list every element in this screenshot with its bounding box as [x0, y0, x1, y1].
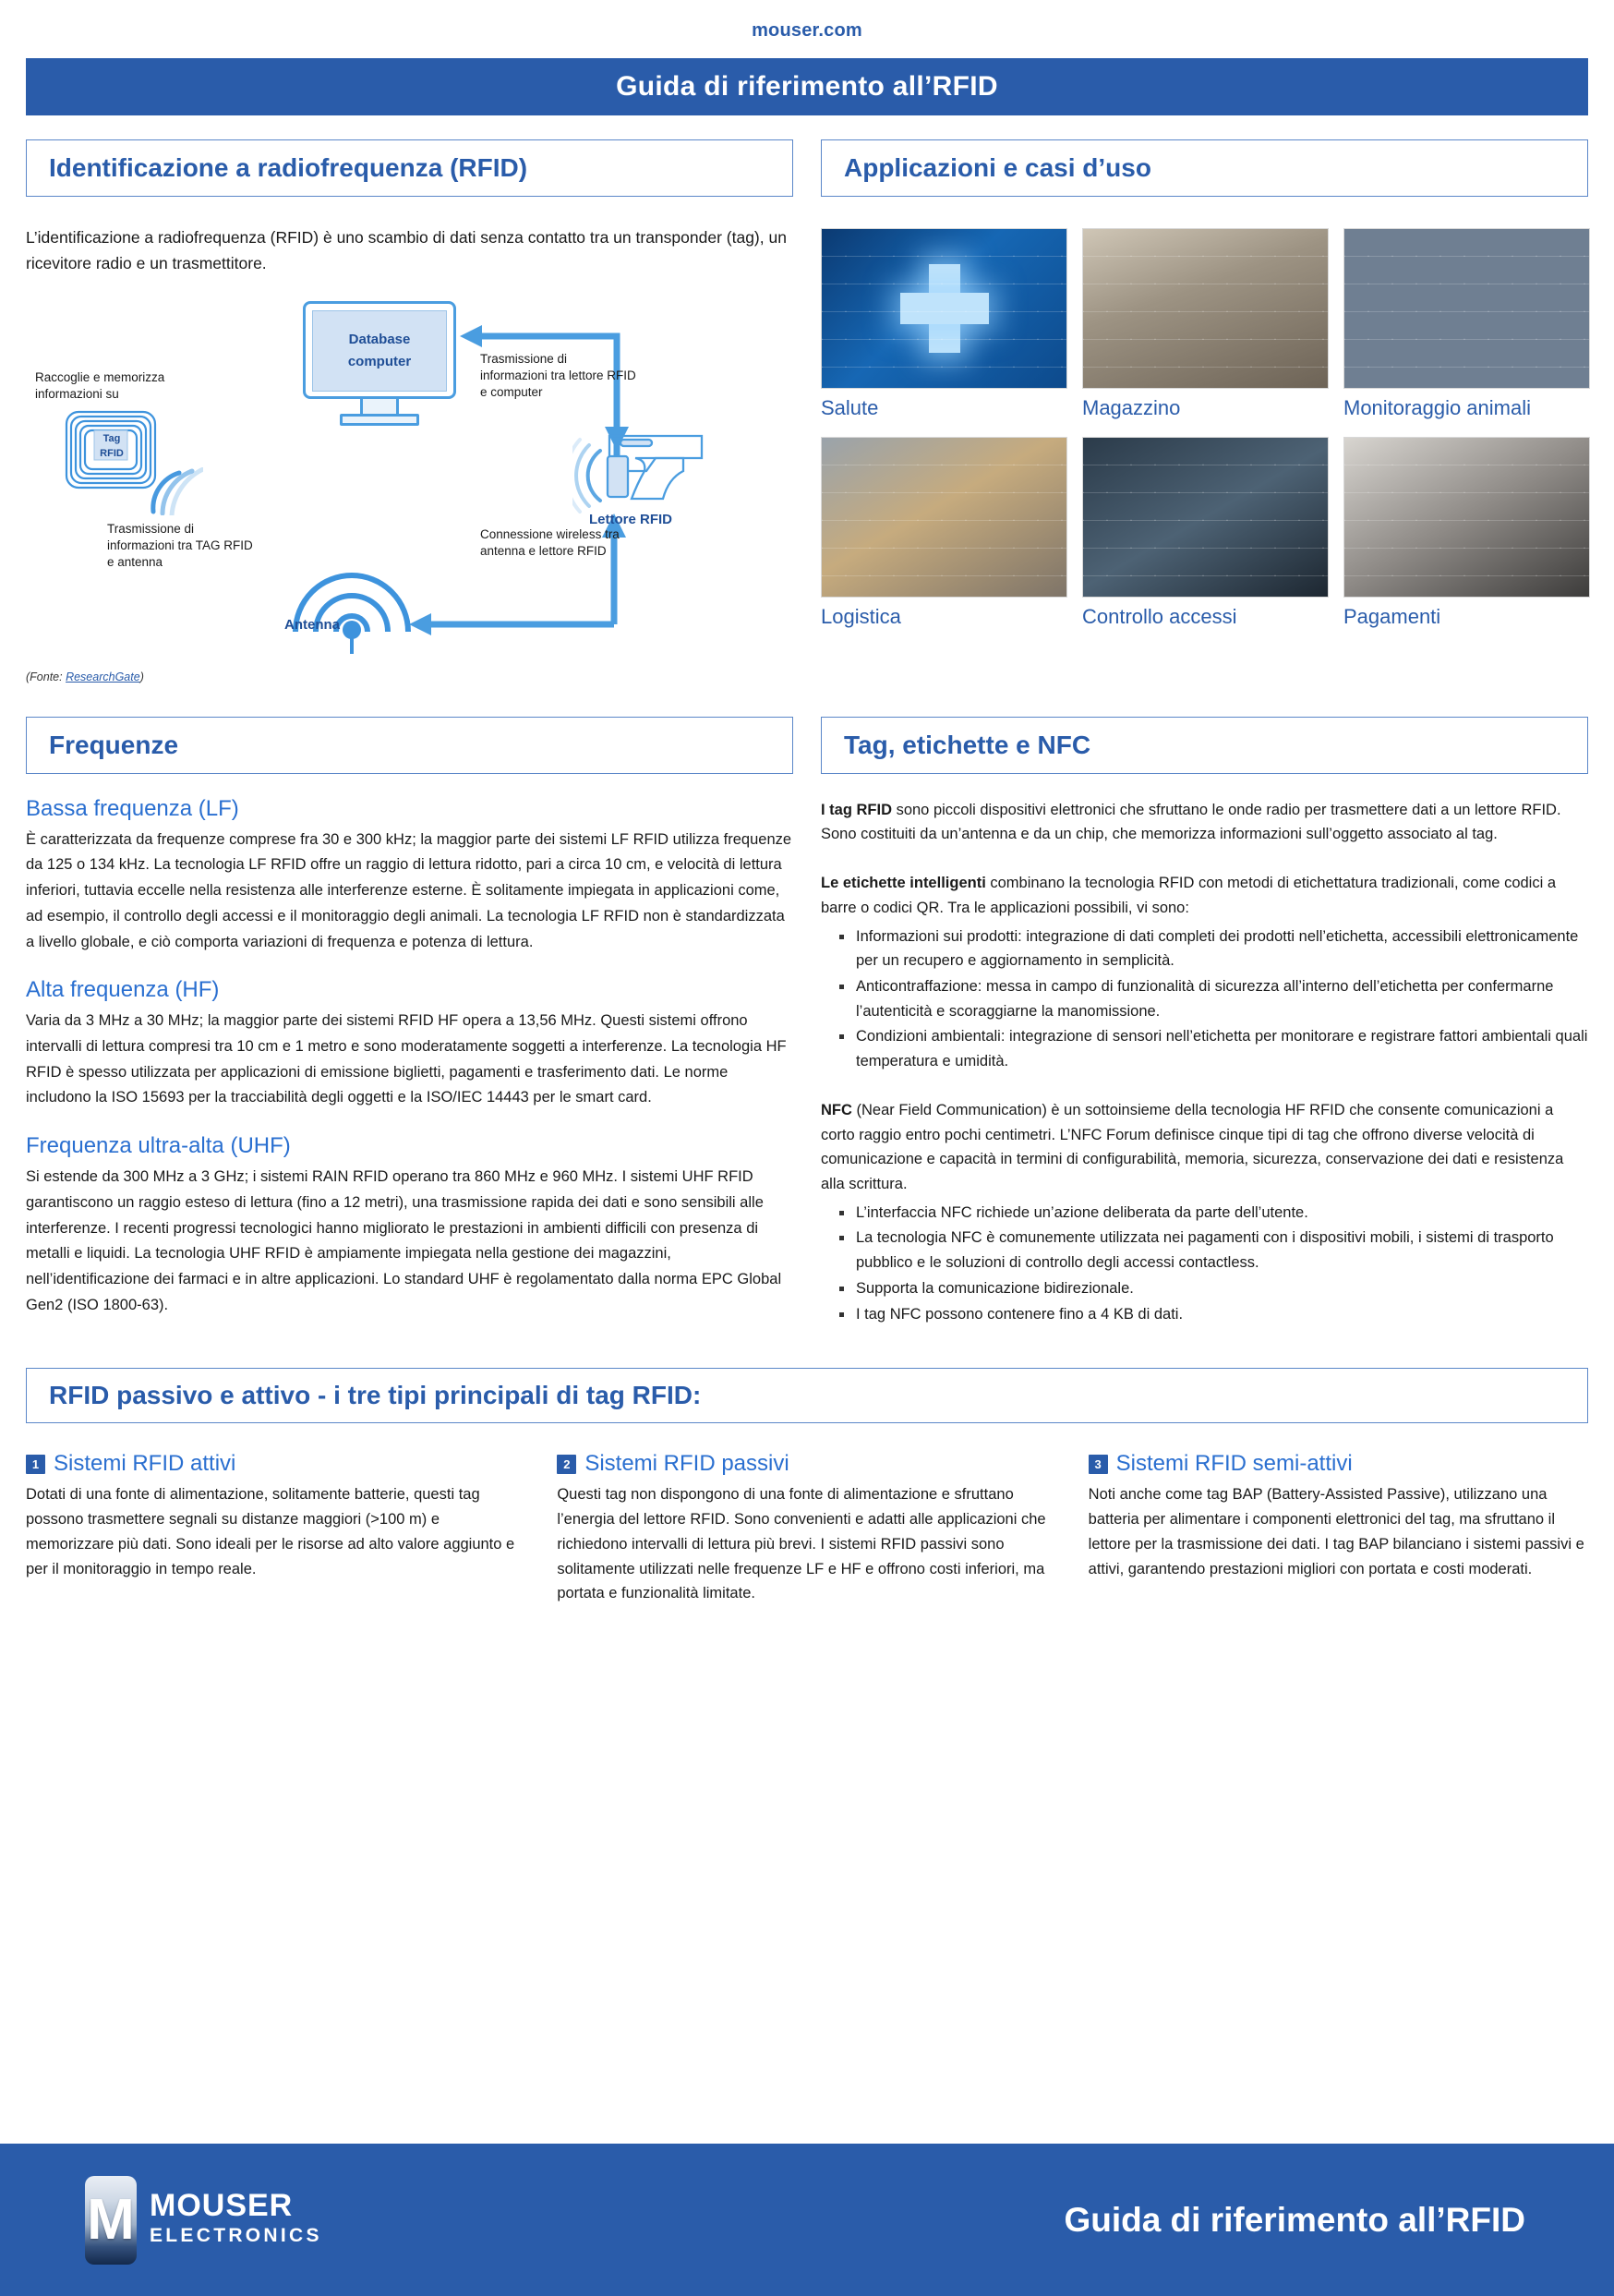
rfid-section-header: [26, 139, 793, 197]
footer-title: Guida di riferimento all’RFID: [1064, 2200, 1525, 2239]
nfc-paragraph-rest: (Near Field Communication) è un sottoinsieme della tecnologia HF RFID che consente comunicazioni a corto raggio entro pochi centimetri. L’NFC Forum definisce cinque tipi di tag che offrono diverse velocità di comunicazione e capacità in termini di configurabilità, memoria, sicurezza, conservazione dei dati e resistenza alla scrittura.: [821, 1101, 1564, 1193]
frequency-group-body-lf: È caratterizzata da frequenze comprese fra 30 e 300 kHz; la maggior parte dei sistemi LF RFID utilizza frequenze da 125 o 134 kHz. La tecnologia LF RFID offre un raggio di lettura ridotto, pari a circa 10 cm, e velocità di lettura inferiori, tuttavia eccelle nella resistenza alle interferenze esterne. È solitamente impiegata in applicazioni come, ad esempio, il controllo degli accessi e il monitoraggio degli animali. La tecnologia LF RFID non è standardizzata a livello globale, e ciò comporta variazioni di frequenza e potenza di lettura.: [26, 830, 792, 950]
label-wireless-connection: Connessione wireless tra antenna e lettore RFID: [480, 526, 620, 558]
smart-label-bullets: [821, 924, 1588, 1074]
mouser-logo-line2: ELECTRONICS: [150, 2224, 322, 2246]
tag-type-title: Sistemi RFID semi-attivi: [1115, 1451, 1353, 1477]
application-card: [1082, 437, 1327, 629]
mesh-overlay: [1083, 229, 1328, 388]
tag-types-columns: [26, 1451, 1588, 1606]
tags-paragraph-2-rest: combinano la tecnologia RFID con metodi di etichettatura tradizionali, come codici a barre o codici QR. Tra le applicazioni possibili, vi sono:: [821, 875, 1557, 916]
tag-type-heading: [1089, 1451, 1588, 1477]
handheld-reader-icon: [572, 430, 711, 523]
applications-section-title: Applicazioni e casi d’uso: [844, 153, 1151, 182]
page-title-bar: [26, 58, 1588, 115]
list-item: I tag NFC possono contenere fino a 4 KB di dati.: [839, 1302, 1588, 1327]
page-footer: [0, 2144, 1614, 2296]
tag-label-line1: Tag: [102, 432, 121, 444]
database-label-line1: Database: [348, 332, 411, 348]
tag-type-body: Dotati di una fonte di alimentazione, solitamente batterie, questi tag possono trasmettere segnali su distanze maggiori (>100 m) e memorizzare più dati. Sono ideali per le risorse ad alto valore aggiunto e per il monitoraggio in tempo reale.: [26, 1486, 515, 1577]
rfid-intro-column: [26, 139, 793, 683]
list-item: Condizioni ambientali: integrazione di sensori nell’etichetta per monitorare e registrare fattori ambientali quali temperatura e umidità.: [839, 1024, 1588, 1073]
application-caption: Magazzino: [1082, 396, 1181, 419]
list-item: Anticontraffazione: messa in campo di funzionalità di sicurezza all’interno dell’etichetta per confermarne l’autenticità e scoraggiarne la manomissione.: [839, 974, 1588, 1023]
site-url: mouser.com: [752, 20, 862, 41]
application-caption: Pagamenti: [1343, 605, 1441, 628]
application-card: [1343, 437, 1588, 629]
mesh-overlay: [822, 438, 1066, 597]
tag-type-heading: [26, 1451, 525, 1477]
application-caption: Monitoraggio animali: [1343, 396, 1531, 419]
tag-type-title: Sistemi RFID attivi: [54, 1451, 236, 1477]
tags-nfc-column: [821, 717, 1588, 1328]
mesh-overlay: [1344, 229, 1589, 388]
tag-types-section: [26, 1368, 1588, 1606]
tags-paragraph-2: [821, 871, 1588, 920]
tag-types-section-title: RFID passivo e attivo - i tre tipi principali di tag RFID:: [49, 1381, 702, 1410]
access-control-keypad-image: [1082, 437, 1329, 598]
label-collect-info: Raccoglie e memorizza informazioni su: [35, 369, 165, 401]
tag-types-section-header: [26, 1368, 1588, 1423]
mesh-overlay: [1083, 438, 1328, 597]
mesh-overlay: [1344, 438, 1589, 597]
application-card: [821, 437, 1066, 629]
tag-text: [95, 432, 128, 462]
label-tag-antenna-transmission: Trasmissione di informazioni tra TAG RFID e antenna: [107, 521, 253, 570]
tag-label-line2: RFID: [100, 447, 124, 459]
application-caption: Salute: [821, 396, 879, 419]
antenna-icon: [283, 552, 421, 654]
frequency-group-body-hf: Varia da 3 MHz a 30 MHz; la maggior parte dei sistemi RFID HF opera a 13,56 MHz. Questi sistemi offrono intervalli di lettura compresi tra 10 cm e 1 metro e sono moderatamente soggetti a interferenze. La tecnologia HF RFID è spesso utilizzata per applicazioni di emissione biglietti, pagamenti e trasferimento dati. Le norme includono la ISO 15693 per la tracciabilità degli oggetti e la ISO/IEC 14443 per le smart card.: [26, 1012, 787, 1106]
tag-wave-icon: [150, 467, 203, 515]
page-title: Guida di riferimento all’RFID: [616, 71, 998, 102]
tag-type-title: Sistemi RFID passivi: [584, 1451, 789, 1477]
tags-section-header: [821, 717, 1588, 774]
tag-type-body: Questi tag non dispongono di una fonte di alimentazione e sfruttano l’energia del lettore RFID. Sono convenienti e adatti alle applicazioni che richiedono intervalli di lettura più brevi. I sistemi RFID passivi sono solitamente utilizzati nelle frequenze LF e HF e offrono costi inferiori, ma portata e funzionalità limitate.: [557, 1486, 1046, 1602]
applications-column: [821, 139, 1588, 680]
rfid-reader-graphic: [572, 430, 674, 514]
source-prefix: (Fonte:: [26, 670, 66, 683]
tag-type-heading: [557, 1451, 1056, 1477]
mouser-logo-mark: M: [85, 2176, 137, 2265]
mouser-logo-line1: MOUSER: [150, 2187, 294, 2223]
healthcare-cross-image: [821, 228, 1067, 389]
cattle-scanner-image: [1343, 228, 1590, 389]
applications-grid: [821, 228, 1588, 629]
tag-type-card: [1089, 1451, 1588, 1606]
application-card: [1082, 228, 1327, 420]
list-item: L’interfaccia NFC richiede un’azione deliberata da parte dell’utente.: [839, 1201, 1588, 1226]
application-caption: Controllo accessi: [1082, 605, 1237, 628]
application-card: [821, 228, 1066, 420]
tags-paragraph-1: [821, 798, 1588, 847]
logistics-box-image: [821, 437, 1067, 598]
label-reader-computer-transmission: Trasmissione di informazioni tra lettore RFID e computer: [480, 351, 636, 400]
payment-terminal-image: [1343, 437, 1590, 598]
frequencies-column: [26, 717, 793, 1328]
top-columns: [26, 139, 1588, 683]
nfc-paragraph: [821, 1098, 1588, 1197]
rfid-tag-graphic: [65, 410, 157, 489]
reader-label: Lettore RFID: [589, 511, 672, 527]
nfc-bullets: [821, 1201, 1588, 1327]
list-item: La tecnologia NFC è comunemente utilizzata nei pagamenti con i dispositivi mobili, i sistemi di trasporto pubblico e le soluzioni di controllo degli accessi contactless.: [839, 1226, 1588, 1275]
applications-section-header: [821, 139, 1588, 197]
source-suffix: ): [139, 670, 144, 683]
database-label-line2: computer: [347, 353, 412, 369]
mouser-logo-text: [150, 2187, 322, 2251]
number-badge: 2: [557, 1455, 576, 1474]
antenna-label: Antenna: [284, 616, 340, 633]
source-link[interactable]: ResearchGate: [66, 670, 140, 683]
number-badge: 3: [1089, 1455, 1108, 1474]
mouser-logo[interactable]: [85, 2176, 322, 2265]
frequency-group-title-uhf: Frequenza ultra-alta (UHF): [26, 1133, 291, 1159]
warehouse-scanner-image: [1082, 228, 1329, 389]
tags-section-title: Tag, etichette e NFC: [844, 730, 1091, 759]
mesh-overlay: [822, 229, 1066, 388]
tags-paragraph-1-rest: sono piccoli dispositivi elettronici che sfruttano le onde radio per trasmettere dati a un lettore RFID. Sono costituiti da un’antenna e da un chip, che memorizza informazioni sull’oggetto associato al tag.: [821, 801, 1561, 843]
list-item: Supporta la comunicazione bidirezionale.: [839, 1276, 1588, 1301]
rfid-section-title: Identificazione a radiofrequenza (RFID): [49, 153, 528, 182]
list-item: Informazioni sui prodotti: integrazione di dati completi dei prodotti nell’etichetta, accessibili elettronicamente per un recupero e aggiornamento in semplicità.: [839, 924, 1588, 973]
tags-paragraph-2-lead: Le etichette intelligenti: [821, 875, 986, 892]
tag-type-card: [557, 1451, 1056, 1606]
tag-type-card: [26, 1451, 525, 1606]
rfid-diagram: [26, 292, 793, 683]
application-caption: Logistica: [821, 605, 901, 628]
number-badge: 1: [26, 1455, 45, 1474]
tag-type-body: Noti anche come tag BAP (Battery-Assisted Passive), utilizzano una batteria per alimentare i componenti elettronici del tag, ma sfruttano il lettore per la trasmissione dei dati. I tag BAP bilanciano i sistemi passivi e attivi, garantendo prestazioni migliori con portata e costi moderati.: [1088, 1486, 1584, 1577]
middle-columns: [26, 717, 1588, 1328]
rfid-intro-text: L’identificazione a radiofrequenza (RFID) è uno scambio di dati senza contatto tra un transponder (tag), un ricevitore radio e un trasmettitore.: [26, 228, 787, 273]
nfc-paragraph-lead: NFC: [821, 1101, 852, 1118]
frequencies-section-title: Frequenze: [49, 730, 179, 759]
frequency-group-body-uhf: Si estende da 300 MHz a 3 GHz; i sistemi RAIN RFID operano tra 860 MHz e 960 MHz. I sistemi UHF RFID garantiscono un raggio esteso di lettura (fino a 12 metri), una trasmissione rapida dei dati e sono sensibili alle interferenze. I recenti progressi tecnologici hanno migliorato le prestazioni in ambienti difficili con presenza di metalli e liquidi. La tecnologia UHF RFID è ampiamente impiegata nella gestione dei magazzini, nell’identificazione dei farmaci e in altre applicazioni. Lo standard UHF è regolamentato dalla norma EPC Global Gen2 (ISO 1800-63).: [26, 1168, 782, 1313]
application-card: [1343, 228, 1588, 420]
frequencies-section-header: [26, 717, 793, 774]
tags-paragraph-1-lead: I tag RFID: [821, 801, 892, 818]
frequency-group-title-hf: Alta frequenza (HF): [26, 977, 220, 1003]
diagram-source: [26, 671, 144, 683]
frequency-group-title-lf: Bassa frequenza (LF): [26, 795, 239, 821]
